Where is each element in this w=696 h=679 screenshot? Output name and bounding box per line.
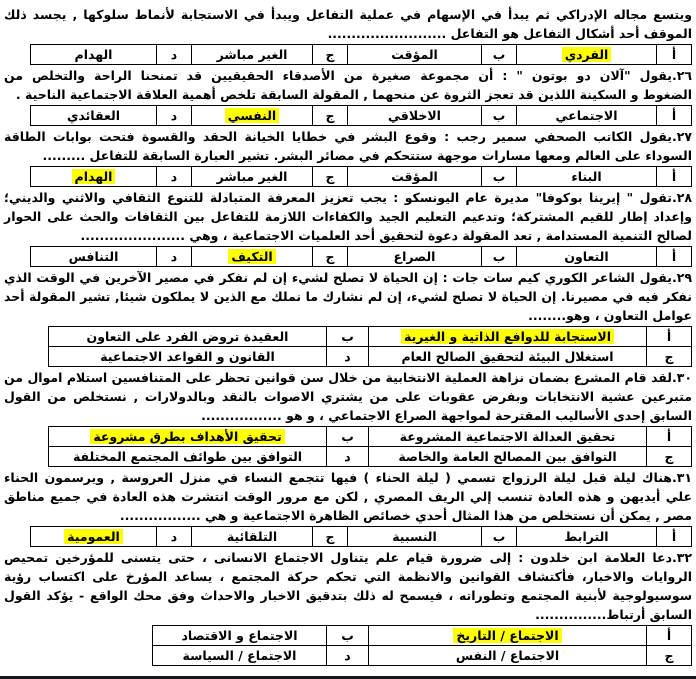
option-letter-c: ج bbox=[313, 527, 348, 547]
answer-option-c: استغلال البيئة لتحقيق الصالح العام bbox=[369, 347, 647, 367]
table-row bbox=[49, 347, 692, 367]
question-26-answers-table bbox=[30, 105, 692, 126]
answer-option-d: العقائدي bbox=[31, 106, 157, 126]
table-row bbox=[49, 427, 692, 447]
question-27-text-line-2: السوداء على العالم ومعها مسارات موجهة ستتحكم في مصائر البشر. تشير العبارة السابقة للتفاعل ......... bbox=[42, 148, 692, 163]
option-letter-d: د bbox=[157, 167, 192, 187]
option-letter-c: ج bbox=[313, 167, 348, 187]
question-32-text-line-4: السابق أرتباط............... bbox=[535, 607, 692, 622]
question-28-text-line-2: وإعداد إطار للقيم المشتركة؛ وتدعيم التعليم الجيد والكفاءات اللازمة للتفاعل بين الثقافات والحث على الحوار bbox=[4, 209, 692, 224]
answer-option-b: النسبية bbox=[348, 527, 482, 547]
option-letter-d: د bbox=[327, 347, 369, 367]
answer-option-a: الاجتماعي bbox=[517, 106, 657, 126]
table-row bbox=[31, 45, 692, 65]
answer-option-d: التنافس bbox=[31, 247, 157, 267]
answer-option-b: المؤقت bbox=[348, 167, 482, 187]
option-letter-d: د bbox=[157, 247, 192, 267]
table-row bbox=[49, 327, 692, 347]
highlighted-answer: الاجتماع / التاريخ bbox=[453, 628, 561, 643]
question-31-answers-table bbox=[30, 526, 692, 547]
question-28-text-line-3: لصالح التنمية المستدامة , تعد المقولة دعوة لتحقيق أحد العلميات الاجتماعية ، وهي ...................... bbox=[80, 228, 692, 243]
answer-option-a: التعاون bbox=[517, 247, 657, 267]
option-letter-c: ج bbox=[313, 106, 348, 126]
option-letter-b: ب bbox=[327, 427, 369, 447]
option-letter-a: أ bbox=[657, 167, 692, 187]
question-25-text-line-2: الموقف أحد أشكال التفاعل هو التفاعل ......................... bbox=[327, 26, 692, 41]
answer-option-c: التلقائية bbox=[192, 527, 313, 547]
table-row bbox=[31, 167, 692, 187]
option-letter-d: د bbox=[157, 45, 192, 65]
answer-option-b: الاخلاقي bbox=[348, 106, 482, 126]
option-letter-a: أ bbox=[657, 45, 692, 65]
answer-option-d bbox=[31, 167, 157, 187]
option-letter-c: ج bbox=[313, 247, 348, 267]
option-letter-a: أ bbox=[657, 247, 692, 267]
option-letter-a: أ bbox=[647, 626, 692, 646]
question-28-answers-table bbox=[30, 246, 692, 267]
question-32-text-line-3: سوسيولوجية لأبنية المجتمع وتطوراته ، فيسمح له ذلك بتدقيق الاخبار والاحداث وفق محك الواقع - يؤكد القول bbox=[4, 588, 692, 603]
table-row bbox=[31, 106, 692, 126]
answer-option-c bbox=[192, 247, 313, 267]
answer-option-a: الترابط bbox=[517, 527, 657, 547]
question-26-text-line-2: الضغوط و السكينة اللذين قد تعجز الثروة عن منحهما , المقولة السابقة تلخص أهمية العلاقة الاجتماعية الناحية . bbox=[15, 87, 692, 102]
answer-option-b: الصراع bbox=[348, 247, 482, 267]
option-letter-b: ب bbox=[482, 167, 517, 187]
question-30-text-line-2: متبرعين عشية الانتخابات وبفرض عقوبات على من يشتري الاصوات بالنقد وبالدولارات , نستخلص من القول bbox=[4, 389, 692, 404]
question-25-answers-table bbox=[30, 44, 692, 65]
option-letter-d: د bbox=[157, 106, 192, 126]
question-29-text-line-2: نفكر فيه في مصيرنا. إن الحياة لا تصلح لشيء، إن لم نشارك ما نملك مع الذين لا يملكون شيئا, تشير المقولة أحد bbox=[4, 289, 692, 304]
answer-option-a: البناء bbox=[517, 167, 657, 187]
question-31-text-line-2: علي أيديهن و هذه العادة تنسب إلي الريف المصري , لكن مع مرور الوقت انتشرت هذه العادة في جميع مناطق bbox=[4, 489, 692, 504]
question-27-text-line-1: ٢٧.يقول الكاتب الصحفي سمير رجب : وقوع البشر في خطايا الخيانة الحقد والقسوة فتحت بوابات الطاقة bbox=[4, 129, 692, 144]
answer-option-c: الاجتماع / النفس bbox=[369, 646, 647, 666]
option-letter-b: ب bbox=[482, 45, 517, 65]
highlighted-answer: الفردي bbox=[562, 47, 612, 62]
answer-option-c: التوافق بين المصالح العامة والخاصة bbox=[369, 447, 647, 467]
highlighted-answer: النفسي bbox=[225, 108, 279, 123]
option-letter-b: ب bbox=[482, 527, 517, 547]
question-29-text-line-3: عوامل التعاون ، وهو........ bbox=[528, 308, 692, 323]
option-letter-b: ب bbox=[482, 106, 517, 126]
question-27-answers-table bbox=[30, 166, 692, 187]
answer-option-b: المؤقت bbox=[348, 45, 482, 65]
highlighted-answer: التكيف bbox=[228, 249, 275, 264]
option-letter-d: د bbox=[327, 447, 369, 467]
question-25-text-line-1: ويتسع مجاله الإدراكي ثم يبدأ في الإسهام في عملية التفاعل ويبدأ في الاستجابة لأنماط سلوكها , يجسد ذلك bbox=[4, 7, 692, 22]
question-32-answers-table bbox=[152, 625, 692, 666]
option-letter-b: ب bbox=[327, 626, 369, 646]
table-row bbox=[49, 447, 692, 467]
question-29-answers-table bbox=[48, 326, 692, 367]
answer-option-d: القانون و القواعد الاجتماعية bbox=[49, 347, 327, 367]
option-letter-c: ج bbox=[647, 447, 692, 467]
option-letter-c: ج bbox=[313, 45, 348, 65]
question-30-text-line-3: السابق إحدى الأساليب المقترحة لمواجهة الصراع الاجتماعي ، و هو ................. bbox=[201, 408, 692, 423]
question-30-answers-table bbox=[48, 426, 692, 467]
answer-option-b: الاجتماع و الاقتصاد bbox=[153, 626, 327, 646]
highlighted-answer: العمومية bbox=[64, 529, 123, 544]
answer-option-c bbox=[192, 106, 313, 126]
answer-option-b bbox=[49, 427, 327, 447]
answer-option-a bbox=[517, 45, 657, 65]
answer-option-a: تحقيق العدالة الاجتماعية المشروعة bbox=[369, 427, 647, 447]
option-letter-a: أ bbox=[657, 527, 692, 547]
answer-option-d bbox=[31, 527, 157, 547]
option-letter-d: د bbox=[327, 646, 369, 666]
question-31-text-line-1: ٣١.هناك ليلة قبل ليلة الرزواج تسمي ( ليلة الحناء ) فيها تتجمع النساء في منزل العروسة , ويرسمون الحناء bbox=[4, 470, 692, 485]
question-28-text-line-1: ٢٨.تقول " إيرينا بوكوفا" مديرة عام اليونسكو : يجب تعزيز المعرفة المتبادلة للتنوع الثقافي والاثني والديني؛ bbox=[4, 190, 692, 205]
option-letter-c: ج bbox=[647, 347, 692, 367]
question-29-text-line-1: ٢٩.يقول الشاعر الكوري كيم سات جات : إن الحياة لا تصلح لشيء إن لم نفكر في مصير الآخرين في الوقت الذي bbox=[4, 270, 692, 285]
answer-option-c: الغير مباشر bbox=[192, 45, 313, 65]
question-30-text-line-1: ٣٠.لقد قام المشرع بضمان نزاهة العملية الانتخابية من خلال سن قوانين تحظر على المتنافسين استلام اموال من bbox=[4, 370, 692, 385]
table-row bbox=[153, 626, 692, 646]
option-letter-a: أ bbox=[647, 327, 692, 347]
table-row bbox=[31, 527, 692, 547]
answer-option-a bbox=[369, 626, 647, 646]
option-letter-b: ب bbox=[327, 327, 369, 347]
option-letter-a: أ bbox=[647, 427, 692, 447]
table-row bbox=[153, 646, 692, 666]
answer-option-d: التوافق بين طوائف المجتمع المختلفة bbox=[49, 447, 327, 467]
answer-option-d: الاجتماع / السياسة bbox=[153, 646, 327, 666]
question-31-text-line-3: مصر , يمكن أن نستخلص من هذا المثال أحدي خصائص الظاهرة الاجتماعية و هي ................. bbox=[119, 508, 692, 523]
answer-option-d: الهدام bbox=[31, 45, 157, 65]
highlighted-answer: الاستجابة للدوافع الذاتية و الغيرية bbox=[401, 329, 614, 344]
answer-option-c: الغير مباشر bbox=[192, 167, 313, 187]
question-26-text-line-1: ٢٦.يقول "آلان دو بوتون " : أن مجموعة صغيرة من الأصدقاء الحقيقيين قد تمنحنا الراحة والتخلص من bbox=[4, 68, 692, 83]
answer-option-a bbox=[369, 327, 647, 347]
highlighted-answer: الهدام bbox=[72, 169, 116, 184]
option-letter-d: د bbox=[157, 527, 192, 547]
answer-option-b: العقيدة تروض الفرد على التعاون bbox=[49, 327, 327, 347]
option-letter-b: ب bbox=[482, 247, 517, 267]
table-row bbox=[31, 247, 692, 267]
highlighted-answer: تحقيق الأهداف بطرق مشروعة bbox=[90, 429, 284, 444]
question-32-text-line-1: ٣٢.دعا العلامة ابن خلدون : إلى ضرورة قيام علم يتناول الاجتماع الانسانى ، حتى يتسنى للمؤرخين تمحيص bbox=[4, 550, 692, 565]
question-32-text-line-2: الروايات والاخبار، فأكتشاف القوانين والانظمة التي تحكم حركة المجتمع ، يساعد المؤرخ على اكتساب رؤية bbox=[4, 569, 692, 584]
option-letter-a: أ bbox=[657, 106, 692, 126]
option-letter-c: ج bbox=[647, 646, 692, 666]
